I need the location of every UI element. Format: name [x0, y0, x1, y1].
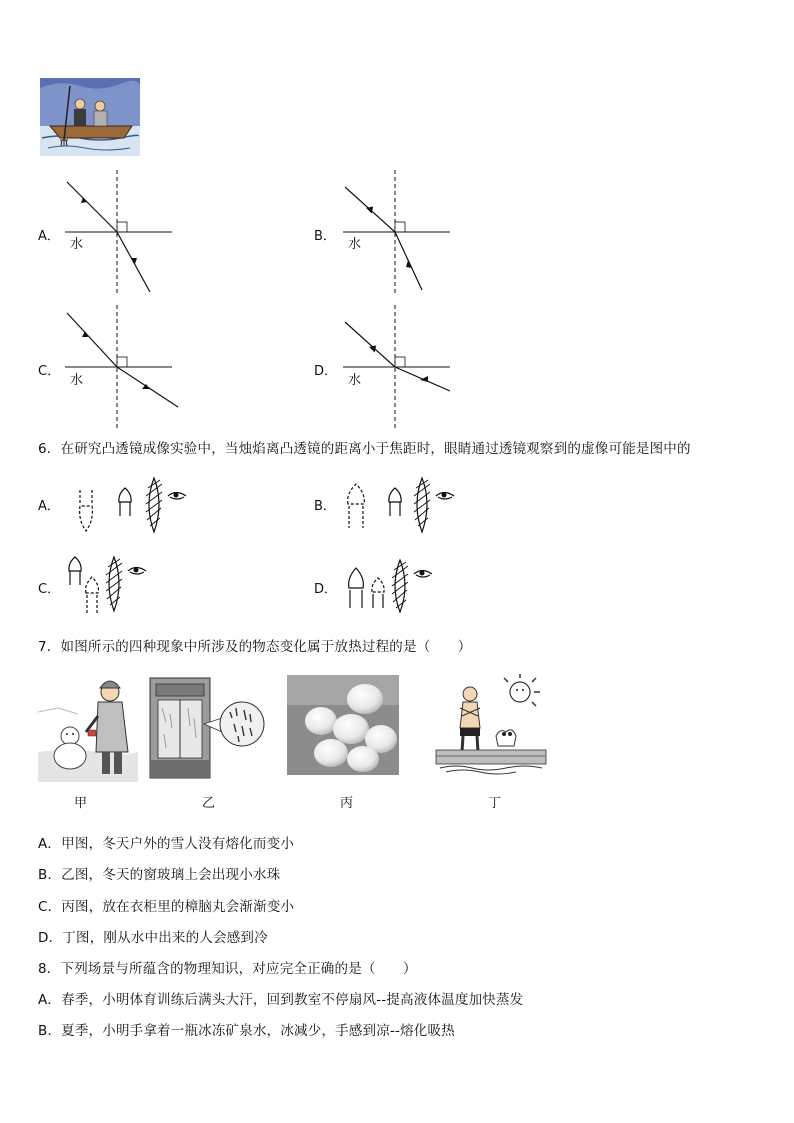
q8-choice-a: A．春季，小明体育训练后满头大汗，回到教室不停扇风--提高液体温度加快蒸发	[38, 992, 524, 1008]
q7-choice-b: B．乙图，冬天的窗玻璃上会出现小水珠	[38, 867, 281, 883]
q6-lens-diagram-a	[72, 476, 192, 540]
question-7-stem: 7．如图所示的四种现象中所涉及的物态变化属于放热过程的是（ ）	[38, 639, 472, 655]
option-c-label: C．	[38, 364, 61, 379]
q7-choice-c: C．丙图，放在衣柜里的樟脑丸会渐渐变小	[38, 899, 295, 915]
water-label-a: 水	[70, 237, 84, 252]
q7-image-jia-snowman	[38, 672, 138, 786]
q6-lens-diagram-c	[64, 555, 154, 621]
caption-jia: 甲	[74, 796, 88, 811]
caption-bing: 丙	[340, 796, 354, 811]
question-8-stem: 8．下列场景与所蕴含的物理知识，对应完全正确的是（ ）	[38, 961, 417, 977]
boat-fishing-illustration	[40, 78, 140, 156]
option-a-label: A．	[38, 229, 60, 244]
water-label-c: 水	[70, 373, 84, 388]
q7-choice-d: D．丁图，刚从水中出来的人会感到冷	[38, 930, 268, 946]
caption-yi: 乙	[202, 796, 216, 811]
q6-option-b-label: B．	[314, 499, 336, 514]
q8-choice-b: B．夏季，小明手拿着一瓶冰冻矿泉水，冰减少，手感到凉--熔化吸热	[38, 1023, 455, 1039]
q7-image-yi-window	[150, 678, 265, 782]
q6-option-a-label: A．	[38, 499, 60, 514]
water-label-b: 水	[348, 237, 362, 252]
caption-ding: 丁	[488, 796, 502, 811]
q7-image-bing-mothballs	[287, 675, 399, 779]
q6-option-d-label: D．	[314, 582, 338, 597]
option-b-label: B．	[314, 229, 336, 244]
q7-image-ding-swimmer	[436, 676, 546, 780]
q6-lens-diagram-d	[344, 558, 439, 622]
q6-lens-diagram-b	[340, 476, 460, 540]
option-d-label: D．	[314, 364, 338, 379]
q6-option-c-label: C．	[38, 582, 61, 597]
question-6-stem: 6．在研究凸透镜成像实验中，当烛焰离凸透镜的距离小于焦距时，眼睛通过透镜观察到的虚像可能是图中的	[38, 441, 691, 457]
water-label-d: 水	[348, 373, 362, 388]
q7-choice-a: A．甲图，冬天户外的雪人没有熔化而变小	[38, 836, 295, 852]
